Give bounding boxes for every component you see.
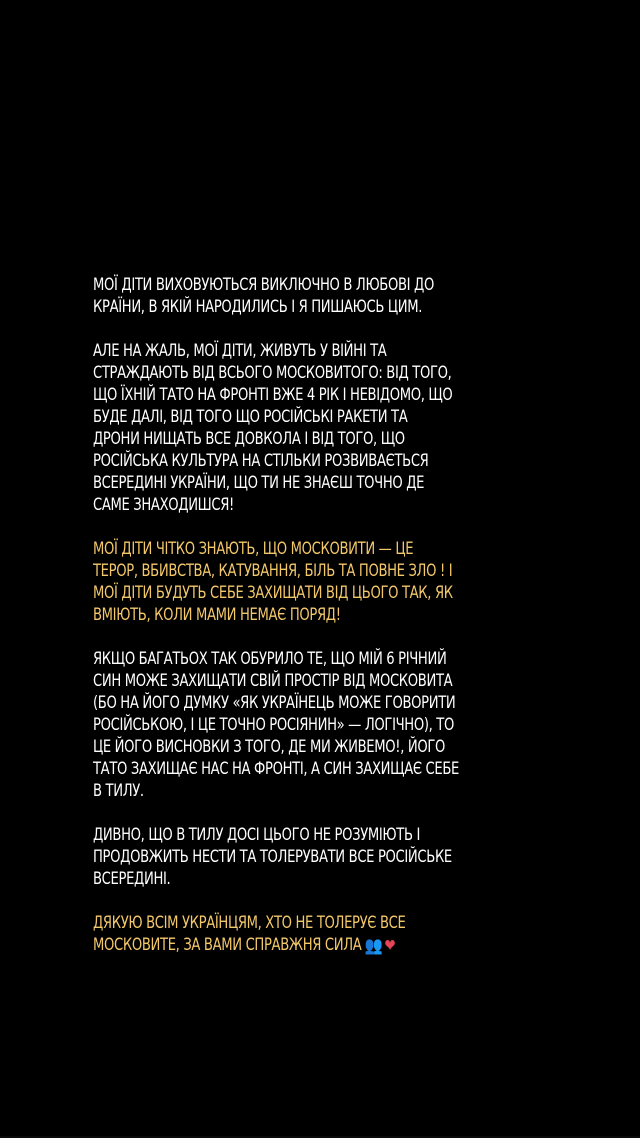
- paragraph-children-know: МОЇ ДІТИ ЧІТКО ЗНАЮТЬ, ЩО МОСКОВИТИ — ЦЕ ТЕРОР, ВБИВСТВА, КАТУВАННЯ, БІЛЬ ТА ПОВНЕ ЗЛО ! І МОЇ ДІТИ БУДУТЬ СЕБЕ ЗАХИЩАТИ ВІД ЦЬОГО ТАК, ЯК ВМІЮТЬ, КОЛИ МАМИ НЕМАЄ ПОРЯД!: [93, 539, 453, 625]
- paragraph-children-suffer: АЛЕ НА ЖАЛЬ, МОЇ ДІТИ, ЖИВУТЬ У ВІЙНІ ТА СТРАЖДАЮТЬ ВІД ВСЬОГО МОСКОВИТОГО: ВІД ТОГО, ЩО ЇХНІЙ ТАТО НА ФРОНТІ ВЖЕ 4 РІК І НЕВІДОМО, ЩО БУДЕ ДАЛІ, ВІД ТОГО ЩО РОСІЙСЬКІ РАКЕТИ ТА ДРОНИ НИЩАТЬ ВСЕ ДОВКОЛА І ВІД ТОГО, ЩО РОСІЙСЬКА КУЛЬТУРА НА СТІЛЬКИ РОЗВИВАЄТЬСЯ ВСЕРЕДИНІ УКРАЇНИ, ЩО ТИ НЕ ЗНАЄШ ТОЧНО ДЕ САМЕ ЗНАХОДИШСЯ!: [93, 341, 453, 515]
- thanks-text: ДЯКУЮ ВСІМ УКРАЇНЦЯМ, ХТО НЕ ТОЛЕРУЄ ВСЕ МОСКОВИТЕ, ЗА ВАМИ СПРАВЖНЯ СИЛА: [93, 913, 406, 955]
- paragraph-love-country: МОЇ ДІТИ ВИХОВУЮТЬСЯ ВИКЛЮЧНО В ЛЮБОВІ ДО КРАЇНИ, В ЯКІЙ НАРОДИЛИСЬ І Я ПИШАЮСЬ ЦИМ.: [93, 275, 434, 317]
- paragraph-thanks: [93, 912, 563, 957]
- story-text-block: [93, 274, 563, 979]
- heart-icon: ❤: [384, 936, 396, 956]
- paragraph-rear-misunderstand: ДИВНО, ЩО В ТИЛУ ДОСІ ЦЬОГО НЕ РОЗУМІЮТЬ І ПРОДОВЖИТЬ НЕСТИ ТА ТОЛЕРУВАТИ ВСЕ РОСІЙСЬКЕ ВСЕРЕДИНІ.: [93, 825, 452, 889]
- paragraph-son-defends: ЯКЩО БАГАТЬОХ ТАК ОБУРИЛО ТЕ, ЩО МІЙ 6 РІЧНИЙ СИН МОЖЕ ЗАХИЩАТИ СВІЙ ПРОСТІР ВІД МОСКОВИТА (БО НА ЙОГО ДУМКУ «ЯК УКРАЇНЕЦЬ МОЖЕ ГОВОРИТИ РОСІЙСЬКОЮ, І ЦЕ ТОЧНО РОСІЯНИН» — ЛОГІЧНО), ТО ЦЕ ЙОГО ВИСНОВКИ З ТОГО, ДЕ МИ ЖИВЕМО!, ЙОГО ТАТО ЗАХИЩАЄ НАС НА ФРОНТІ, А СИН ЗАХИЩАЄ СЕБЕ В ТИЛУ.: [93, 649, 459, 801]
- people-icon: 👥: [364, 936, 383, 956]
